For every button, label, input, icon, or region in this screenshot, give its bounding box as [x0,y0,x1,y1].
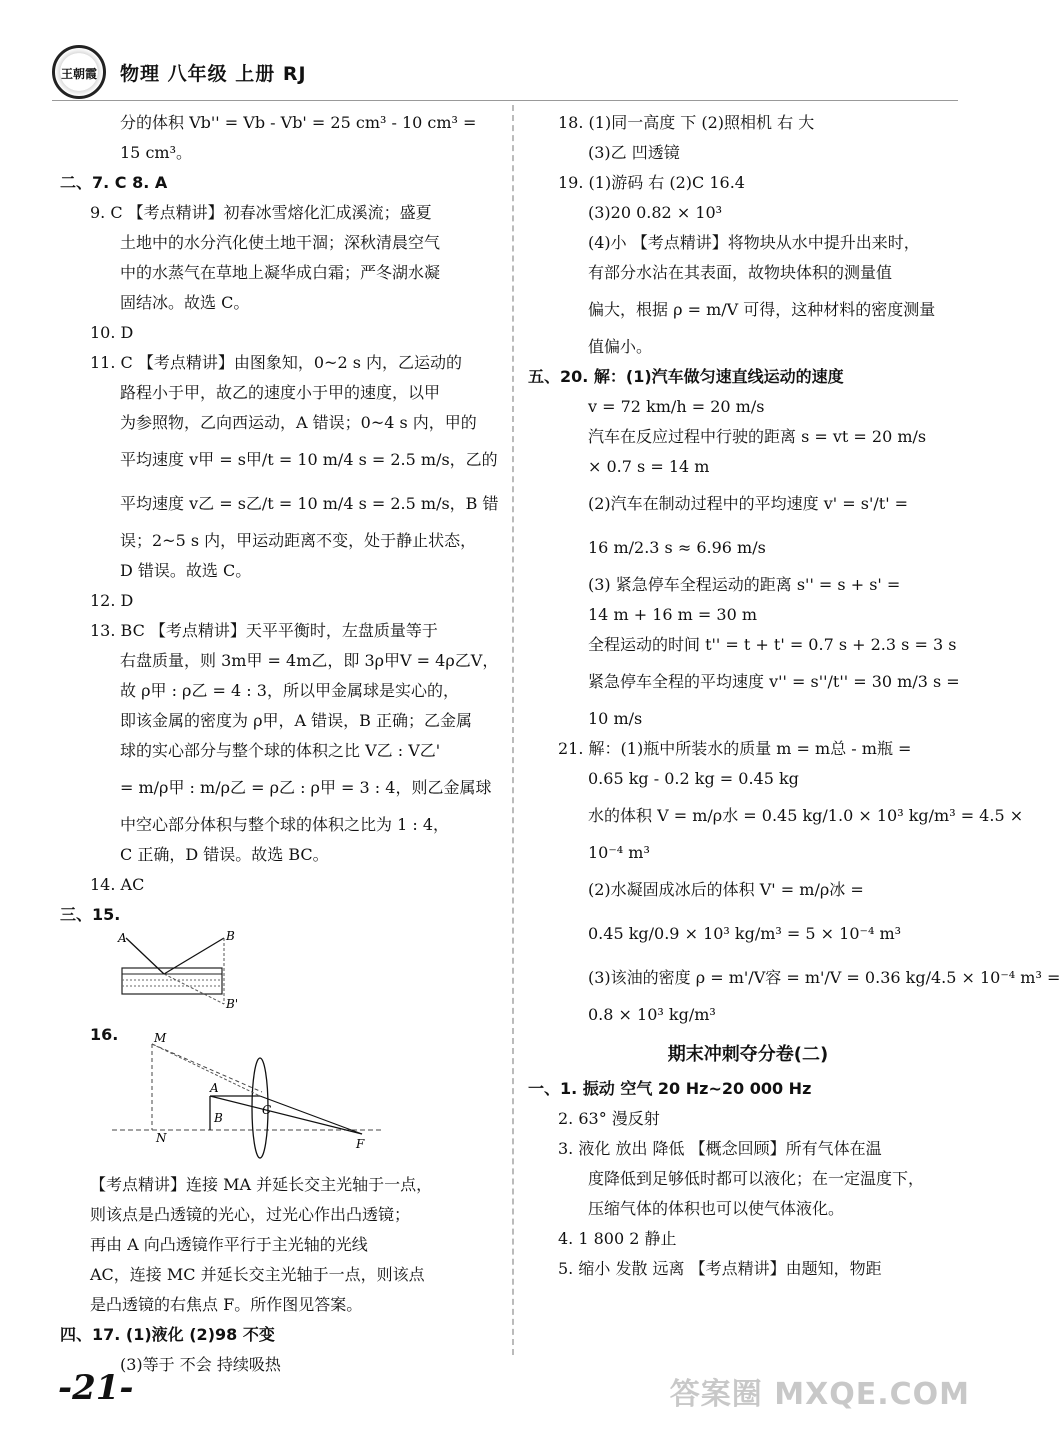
section-5-answer-20: 五、20. 解：(1)汽车做匀速直线运动的速度 [528,367,844,386]
section-1-answer-1: 一、1. 振动 空气 20 Hz~20 000 Hz [528,1079,812,1098]
answer-line: 是凸透镜的右焦点 F。所作图见答案。 [90,1295,363,1314]
lens-diagram [112,1030,382,1160]
answer-line: 水的体积 V = m/ρ水 = 0.45 kg/1.0 × 10³ kg/m³ = 4.5 × [588,806,1024,825]
answer-21: 21. 解：(1)瓶中所装水的质量 m = m总 - m瓶 = [558,739,912,758]
answer-line: 则该点是凸透镜的光心，过光心作出凸透镜； [90,1205,411,1224]
answer-line: (4)小 【考点精讲】将物块从水中提升出来时， [588,233,920,252]
answer-3: 3. 液化 放出 降低 【概念回顾】所有气体在温 [558,1139,882,1158]
answer-line: 16 m/2.3 s ≈ 6.96 m/s [588,538,766,557]
reflection-diagram [112,930,312,1010]
answer-line: 中空心部分体积与整个球的体积之比为 1 : 4， [120,815,450,834]
column-divider [512,105,514,1355]
answer-line: 值偏小。 [588,337,653,356]
watermark: 答案圈 MXQE.COM [669,1377,970,1412]
answer-5: 5. 缩小 发散 远离 【考点精讲】由题知，物距 [558,1259,882,1278]
answer-line: 球的实心部分与整个球的体积之比 V乙 : V乙' [120,741,441,760]
answer-12: 12. D [90,591,134,610]
answer-line: 右盘质量，则 3m甲 = 4m乙，即 3ρ甲V = 4ρ乙V， [120,651,499,670]
answer-line: 即该金属的密度为 ρ甲，A 错误，B 正确；乙金属 [120,711,472,730]
answer-line: 平均速度 v乙 = s乙/t = 10 m/4 s = 2.5 m/s，B 错 [120,494,499,513]
answer-16: 16. [90,1025,119,1044]
answer-11: 11. C 【考点精讲】由图象知，0~2 s 内，乙运动的 [90,353,463,372]
publisher-logo [52,45,106,99]
answer-line: 分的体积 Vb'' = Vb - Vb' = 25 cm³ - 10 cm³ = [120,113,477,132]
logo-text: 王朝霞 [60,67,97,81]
right-column [528,108,1060,1284]
answer-line: AC，连接 MC 并延长交主光轴于一点，则该点 [90,1265,425,1284]
section-2-answers: 二、7. C 8. A [60,173,168,192]
answer-line: 故 ρ甲 : ρ乙 = 4 : 3，所以甲金属球是实心的， [120,681,459,700]
fig16-label-m: M [154,1031,167,1045]
answer-line: 土地中的水分汽化使土地干涸；深秋清晨空气 [120,233,441,252]
page-header [52,42,307,102]
answer-line: × 0.7 s = 14 m [588,457,710,476]
answer-line: (3) 紧急停车全程运动的距离 s'' = s + s' = [588,575,901,594]
answer-line: 压缩气体的体积也可以使气体液化。 [588,1199,845,1218]
fig16-label-b: B [214,1111,223,1125]
answer-line: (2)汽车在制动过程中的平均速度 v' = s'/t' = [588,494,909,513]
answer-line: 平均速度 v甲 = s甲/t = 10 m/4 s = 2.5 m/s，乙的 [120,450,498,469]
fig16-label-f: F [356,1137,365,1151]
answer-line: 路程小于甲，故乙的速度小于甲的速度，以甲 [120,383,441,402]
answer-19: 19. (1)游码 右 (2)C 16.4 [558,173,745,192]
answer-16-explanation: 【考点精讲】连接 MA 并延长交主光轴于一点， [90,1175,433,1194]
answer-line: (3)20 0.82 × 10³ [588,203,723,222]
fig16-label-a: A [210,1081,219,1095]
answer-line: 再由 A 向凸透镜作平行于主光轴的光线 [90,1235,368,1254]
answer-line: (3)该油的密度 ρ = m'/V容 = m'/V = 0.36 kg/4.5 × 10⁻⁴ m³ = [588,968,1060,987]
answer-line: 中的水蒸气在草地上凝华成白霜；严冬湖水凝 [120,263,441,282]
answer-13: 13. BC 【考点精讲】天平平衡时，左盘质量等于 [90,621,438,640]
fig16-label-n: N [156,1131,167,1145]
answer-line: 14 m + 16 m = 30 m [588,605,758,624]
answer-18: 18. (1)同一高度 下 (2)照相机 右 大 [558,113,815,132]
answer-line: v = 72 km/h = 20 m/s [588,397,765,416]
answer-4: 4. 1 800 2 静止 [558,1229,677,1248]
answer-2: 2. 63° 漫反射 [558,1109,660,1128]
answer-line: 固结冰。故选 C。 [120,293,250,312]
answer-line: 度降低到足够低时都可以液化；在一定温度下， [588,1169,925,1188]
answer-line: = m/ρ甲 : m/ρ乙 = ρ乙 : ρ甲 = 3 : 4，则乙金属球 [120,778,492,797]
answer-line: 10⁻⁴ m³ [588,843,650,862]
answer-line: 10 m/s [588,709,643,728]
answer-line: D 错误。故选 C。 [120,561,252,580]
answer-9: 9. C 【考点精讲】初春冰雪熔化汇成溪流；盛夏 [90,203,432,222]
answer-line: 紧急停车全程的平均速度 v'' = s''/t'' = 30 m/3 s = [588,672,960,691]
answer-14: 14. AC [90,875,145,894]
fig15-label-a: A [118,931,127,945]
page-number: -21- [58,1368,134,1408]
fig15-label-b-prime: B' [226,997,239,1011]
answer-line: 0.8 × 10³ kg/m³ [588,1005,716,1024]
answer-line: 为参照物，乙向西运动，A 错误；0~4 s 内，甲的 [120,413,477,432]
answer-line: (3)乙 凹透镜 [588,143,680,162]
answer-line: 0.45 kg/0.9 × 10³ kg/m³ = 5 × 10⁻⁴ m³ [588,924,902,943]
section-title-final-exam-2: 期末冲刺夺分卷(二) [667,1044,829,1065]
answer-line: 15 cm³。 [120,143,192,162]
answer-line: 全程运动的时间 t'' = t + t' = 0.7 s + 2.3 s = 3 s [588,635,957,654]
fig16-label-c: C [262,1103,272,1117]
header-divider [52,100,958,101]
answer-line: 有部分水沾在其表面，故物块体积的测量值 [588,263,893,282]
book-title: 物理 八年级 上册 RJ [120,62,307,85]
section-3-answer-15: 三、15. [60,905,121,924]
answer-line: 误；2~5 s 内，甲运动距离不变，处于静止状态， [120,531,477,550]
answer-line: 汽车在反应过程中行驶的距离 s = vt = 20 m/s [588,427,927,446]
answer-line: (2)水凝固成冰后的体积 V' = m/ρ冰 = [588,880,864,899]
left-column [60,108,500,1380]
answer-line: (3)等于 不会 持续吸热 [120,1355,281,1374]
answer-line: 0.65 kg - 0.2 kg = 0.45 kg [588,769,799,788]
answer-line: C 正确，D 错误。故选 BC。 [120,845,329,864]
section-4-answer-17: 四、17. (1)液化 (2)98 不变 [60,1325,275,1344]
answer-line: 偏大，根据 ρ = m/V 可得，这种材料的密度测量 [588,300,936,319]
fig15-label-b: B [226,929,235,943]
answer-10: 10. D [90,323,134,342]
